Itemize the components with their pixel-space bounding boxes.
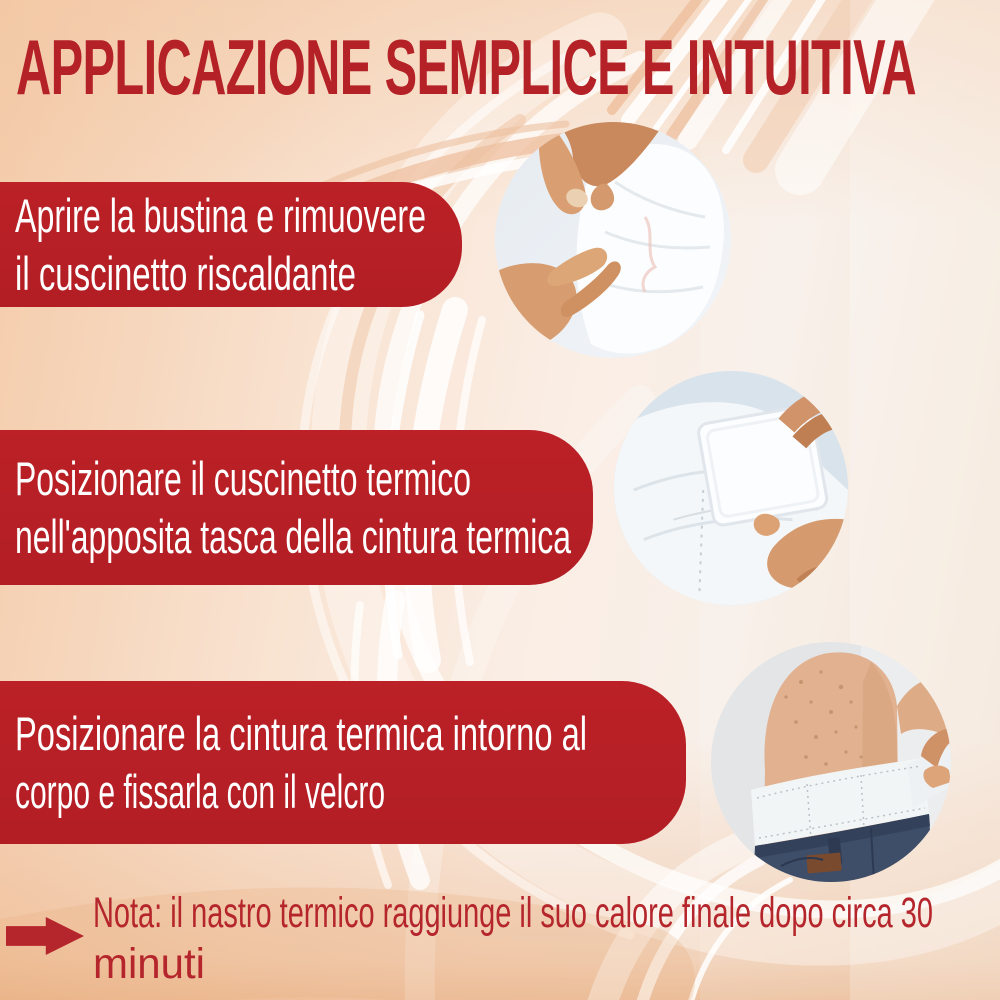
step-1-banner (0, 182, 462, 307)
step-3-photo-belt-on-back (711, 642, 951, 882)
page-title-text: APPLICAZIONE SEMPLICE E INTUITIVA (16, 23, 916, 111)
page-title (16, 22, 1000, 112)
step-1-text-line-2: il cuscinetto riscaldante (15, 246, 356, 300)
heat-pad-into-pocket-illustration (614, 371, 848, 605)
step-2-banner (0, 430, 593, 585)
footnote (93, 888, 1000, 990)
thermal-belt-on-back-illustration (711, 642, 951, 882)
hands-opening-sachet-illustration (495, 122, 731, 358)
arrow-right-icon (6, 917, 84, 955)
footnote-line-2: minuti (93, 940, 205, 988)
step-1-text-line-1: Aprire la bustina e rimuovere (15, 188, 426, 242)
step-2-photo-pad-into-pocket (614, 371, 848, 605)
step-2-text-line-1: Posizionare il cuscinetto termico (15, 451, 471, 505)
step-3-text-line-1: Posizionare la cintura termica intorno al (15, 706, 587, 760)
step-2-text-line-2: nell'apposita tasca della cintura termica (15, 509, 571, 563)
step-3-text-line-2: corpo e fissarla con il velcro (15, 764, 385, 818)
step-3-banner (0, 681, 686, 844)
footnote-line-1: Nota: il nastro termico raggiunge il suo calore finale dopo circa 30 (93, 889, 933, 937)
step-1-photo-hands-opening-sachet (495, 122, 731, 358)
